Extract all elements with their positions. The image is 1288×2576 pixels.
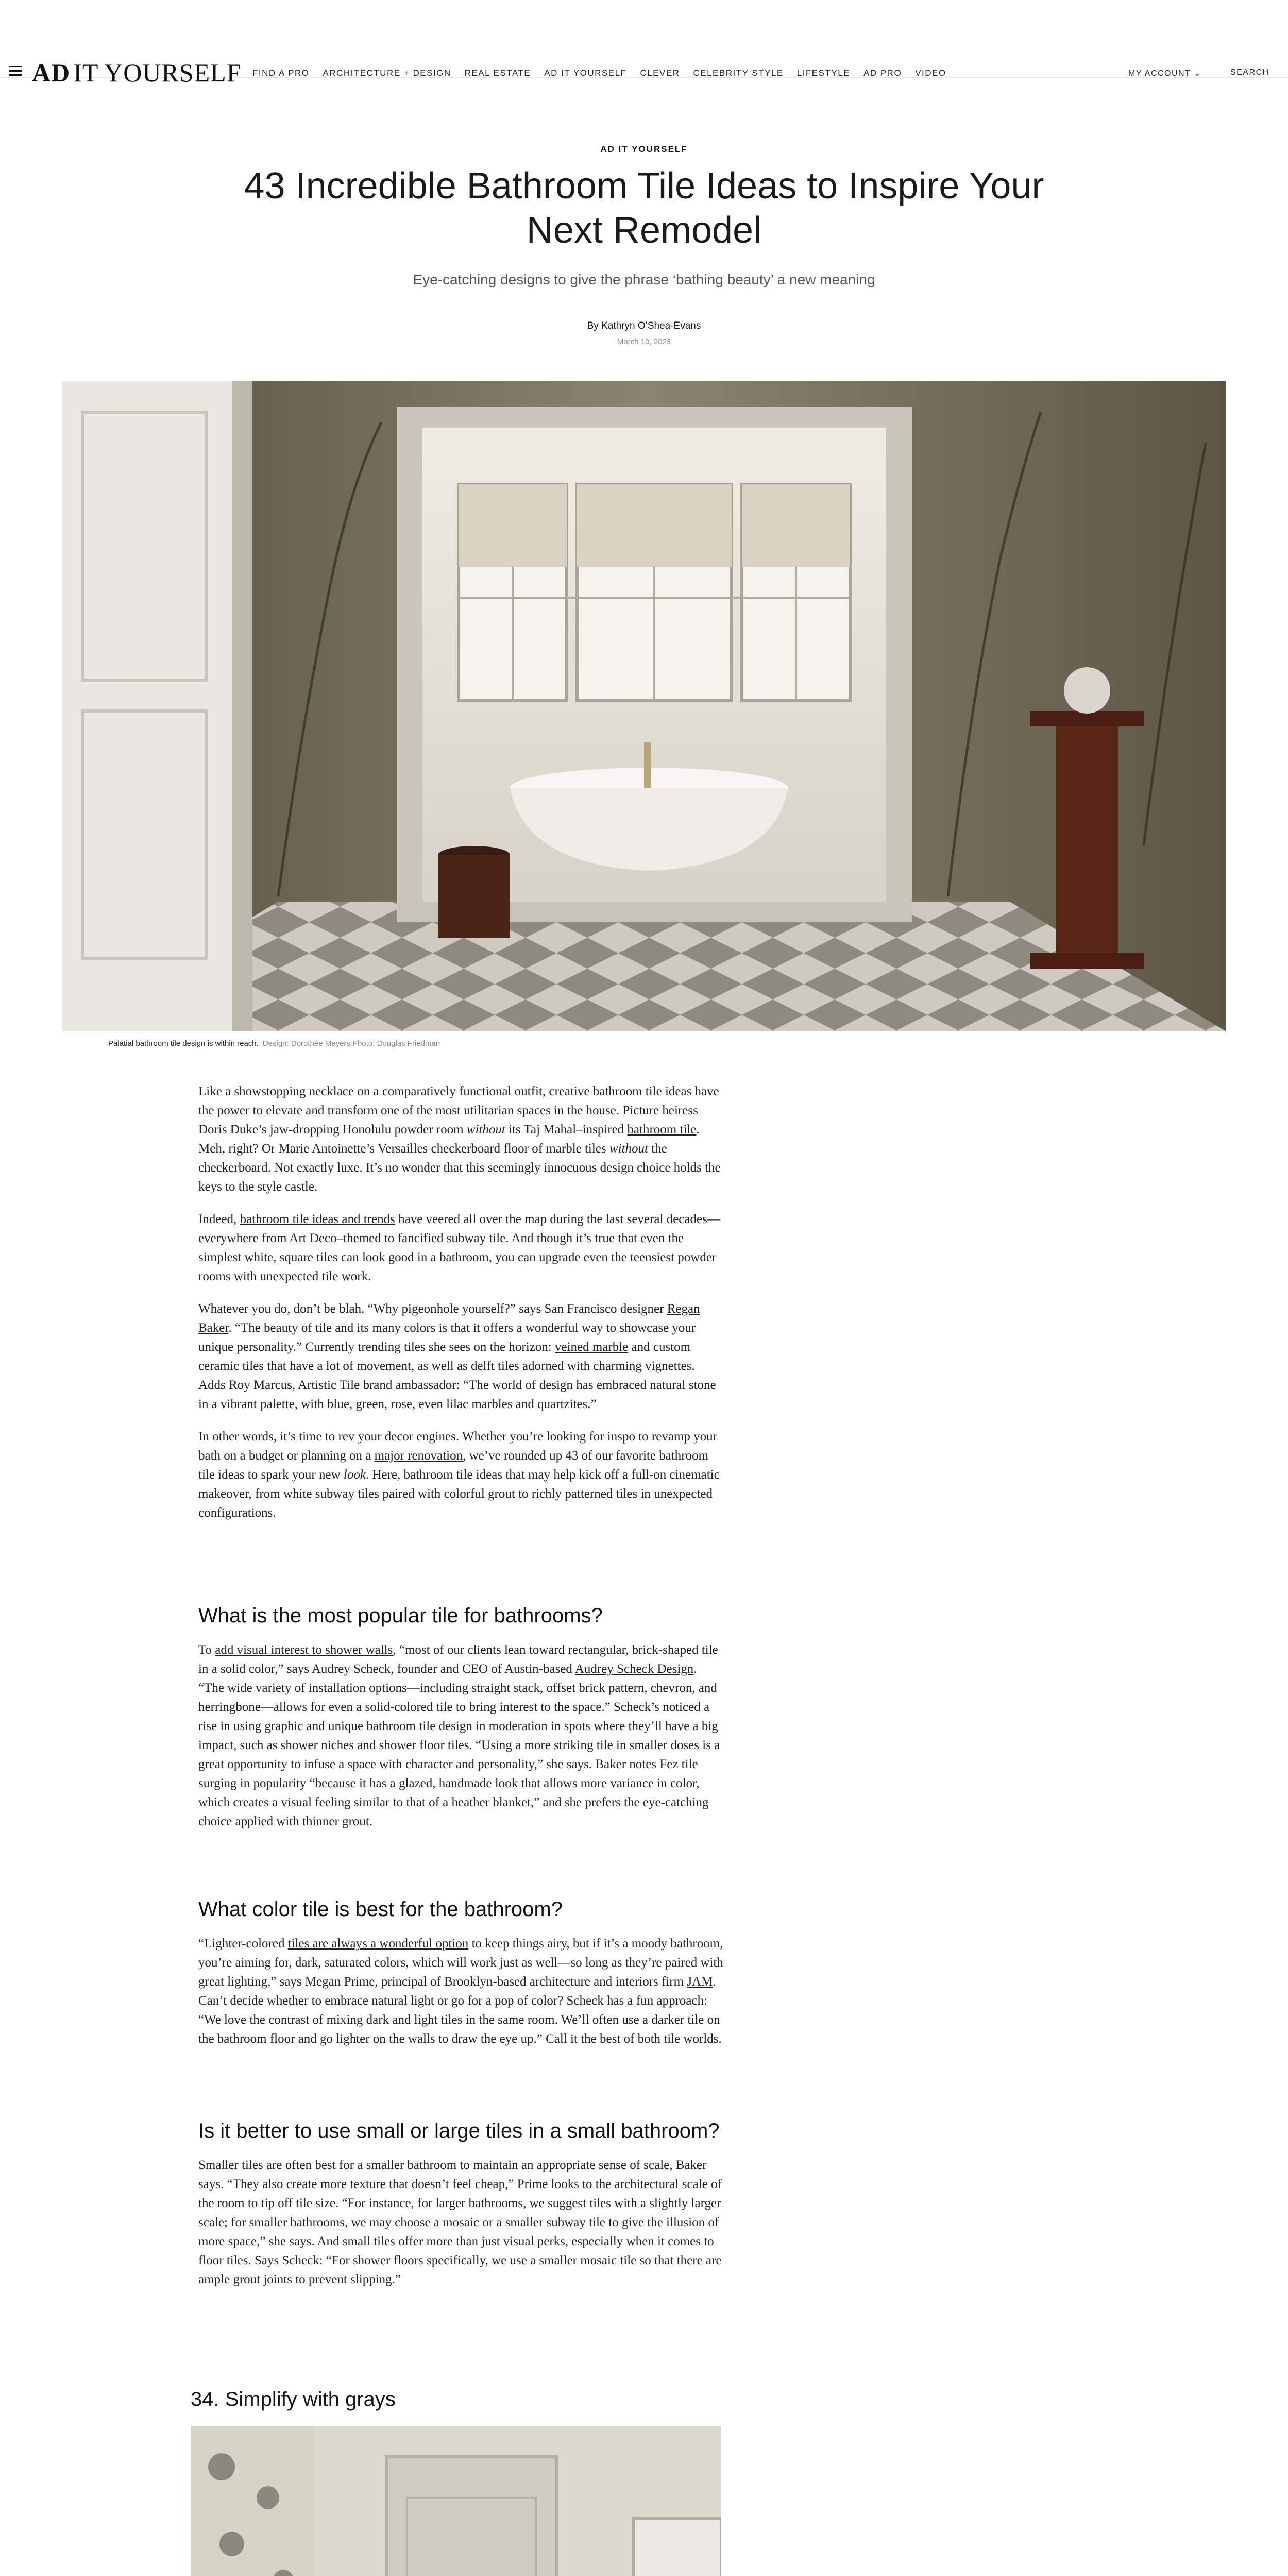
article-byline[interactable]: By Kathryn O’Shea-Evans (587, 320, 701, 331)
inline-link[interactable]: Regan Baker (198, 1302, 700, 1335)
my-account-button[interactable]: MY ACCOUNT ⌄ (1128, 69, 1201, 78)
hero-caption: Palatial bathroom tile design is within reach. Design: Dorothée Meyers Photo: Douglas Friedman (108, 1039, 440, 1048)
section-tile-size (198, 2117, 724, 2302)
menu-icon[interactable] (9, 66, 22, 78)
nav-item-video[interactable]: VIDEO (915, 68, 946, 78)
nav-item-ad-it-yourself[interactable]: AD IT YOURSELF (544, 68, 627, 78)
paragraph: “Lighter-colored tiles are always a wonderful option to keep things airy, but if it’s a moody bathroom, you’re aiming for, dark, saturated colors, which will work just as well—so long as they’re paired with great lighting,” says Megan Prime, principal of Brooklyn-based architecture and interiors firm JAM. Can’t decide whether to embrace natural light or go for a pop of color? Scheck has a fun approach: “We love the contrast of mixing dark and light tiles in the same room. We’ll often use a darker tile on the bathroom floor and go lighter on the walls to draw the eye up.” Call it the best of both tile worlds. (198, 1937, 723, 2046)
section-heading: What is the most popular tile for bathrooms? (198, 1604, 603, 1627)
hero-image (62, 381, 1226, 1031)
publish-date: March 10, 2023 (617, 337, 671, 346)
paragraph: In other words, it’s time to rev your decor engines. Whether you’re looking for inspo to revamp your bath on a budget or planning on a major renovation, we’ve rounded up 43 of our favorite bathroom tile ideas to spark your new look. Here, bathroom tile ideas that may help kick off a full-on cinematic makeover, from white subway tiles paired with colorful grout to richly patterned tiles in unexpected configurations. (198, 1430, 720, 1520)
nav-item-clever[interactable]: CLEVER (640, 68, 680, 78)
inline-link[interactable]: bathroom tile ideas and trends (240, 1212, 395, 1226)
paragraph: Smaller tiles are often best for a smaller bathroom to maintain an appropriate sense of scale, Baker says. “They also create more texture that doesn’t feel cheap,” Prime looks to the architectural scale of the room to tip off tile size. “For instance, for larger bathrooms, we suggest tiles with a slightly larger scale; for smaller bathrooms, we may choose a mosaic or a smaller subway tile to give the illusion of more space,” she says. And small tiles offer more than just visual perks, especially when it comes to floor tiles. Says Scheck: “For shower floors specifically, we use a smaller mosaic tile so that there are ample grout joints to prevent slipping.” (198, 2158, 722, 2286)
nav-item-celebrity-style[interactable]: CELEBRITY STYLE (693, 68, 784, 78)
section-heading: What color tile is best for the bathroom? (198, 1898, 563, 1921)
article-intro (198, 1082, 724, 1536)
inline-link[interactable]: bathroom tile (627, 1123, 697, 1137)
inline-link[interactable]: Audrey Scheck Design (574, 1662, 694, 1676)
bathroom-photo (191, 2426, 721, 2576)
nav-item-architecture-design[interactable]: ARCHITECTURE + DESIGN (323, 68, 451, 78)
site-logo[interactable]: AD IT YOURSELF (32, 58, 242, 87)
nav-item-ad-pro[interactable]: AD PRO (863, 68, 902, 78)
paragraph: Like a showstopping necklace on a comparatively functional outfit, creative bathroom tile ideas have the power to elevate and transform one of the most utilitarian spaces in the house. Picture heiress Doris Duke’s jaw-dropping Honolulu powder room without its Taj Mahal–inspired bathroom tile. Meh, right? Or Marie Antoinette’s Versailles checkerboard floor of marble tiles without the checkerboard. Not exactly luxe. It’s no wonder that this seemingly innocuous design choice holds the keys to the style castle. (198, 1084, 721, 1194)
nav-item-real-estate[interactable]: REAL ESTATE (464, 68, 531, 78)
section-body (198, 2156, 724, 2289)
section-heading: Is it better to use small or large tiles in a small bathroom? (198, 2120, 720, 2142)
hero-credit: Design: Dorothée Meyers Photo: Douglas Friedman (262, 1039, 440, 1048)
nav-item-lifestyle[interactable]: LIFESTYLE (796, 68, 850, 78)
section-body (198, 1934, 724, 2048)
main-nav (252, 68, 960, 78)
article-dek: Eye-catching designs to give the phrase ‘bathing beauty’ a new meaning (413, 272, 875, 287)
section-color-tile (198, 1896, 724, 2062)
search-button[interactable]: SEARCH (1230, 68, 1269, 77)
site-header (0, 0, 1288, 87)
nav-item-find-a-pro[interactable]: FIND A PRO (252, 68, 310, 78)
section-body (198, 1640, 724, 1831)
inline-link[interactable]: tiles are always a wonderful option (287, 1937, 469, 1951)
paragraph: Whatever you do, don’t be blah. “Why pigeonhole yourself?” says San Francisco designer Regan Baker. “The beauty of tile and its many colors is that it offers a wonderful way to showcase your unique personality.” Currently trending tiles she sees on the horizon: veined marble and custom ceramic tiles that have a lot of movement, as well as delft tiles adorned with charming vignettes. Adds Roy Marcus, Artistic Tile brand ambassador: “The world of design has embraced natural stone in a vibrant palette, with blue, green, rose, even lilac marbles and quartzites.” (198, 1302, 716, 1411)
inline-link[interactable]: veined marble (554, 1340, 629, 1354)
section-popular-tile (198, 1602, 724, 1844)
inline-link[interactable]: JAM (687, 1975, 713, 1989)
article-rubric[interactable]: AD IT YOURSELF (600, 144, 688, 154)
paragraph: To add visual interest to shower walls, “most of our clients lean toward rectangular, brick-shaped tile in a solid color,” says Audrey Scheck, founder and CEO of Austin-based Audrey Scheck Design. “The wide variety of installation options—including straight stack, offset brick pattern, chevron, and herringbone—allows for even a solid-colored tile to bring interest to the space.” Scheck’s noticed a rise in using graphic and unique bathroom tile design in moderation in spots where they’ll have a big impact, such as shower niches and shower floor tiles. “Using a more striking tile in smaller doses is a great opportunity to infuse a space with character and personality,” she says. Baker notes Fez tile surging in popularity “because it has a glazed, handmade look that allows more variance in color, which creates a visual feeling similar to that of a heather blanket,” and she prefers the eye-catching choice applied with thinner grout. (198, 1643, 720, 1828)
item-heading: 34. Simplify with grays (191, 2388, 396, 2411)
inline-link[interactable]: major renovation (374, 1449, 463, 1463)
paragraph: Indeed, bathroom tile ideas and trends have veered all over the map during the last several decades—everywhere from Art Deco–themed to fancified subway tile. And though it’s true that even the simplest white, square tiles can look good in a bathroom, you can upgrade even the teensiest powder rooms with unexpected tile work. (198, 1212, 720, 1283)
article-title: 43 Incredible Bathroom Tile Ideas to Inspire Your Next Remodel (244, 165, 1044, 251)
inline-link[interactable]: add visual interest to shower walls (215, 1643, 393, 1657)
